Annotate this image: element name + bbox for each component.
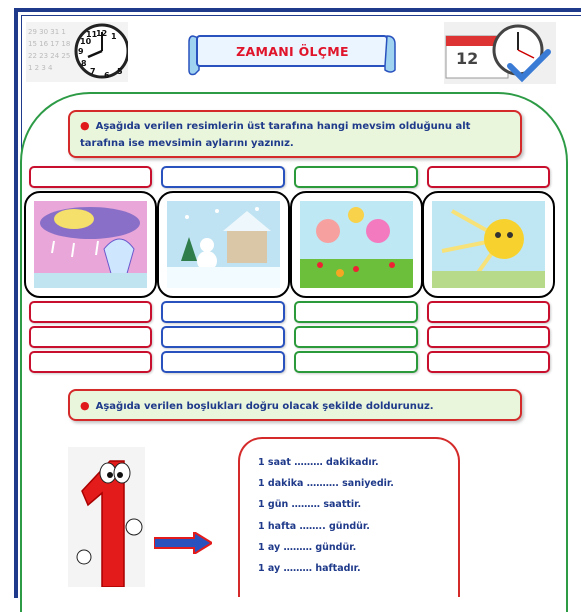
season-name-box[interactable] xyxy=(294,166,418,188)
summer-sun-picture xyxy=(422,191,555,298)
month-box[interactable] xyxy=(294,326,418,348)
month-box[interactable] xyxy=(161,351,285,373)
calendar-clock-right-icon xyxy=(444,22,556,84)
instruction-box-2 xyxy=(68,389,522,421)
month-box[interactable] xyxy=(427,351,550,373)
clock-calendar-left-icon xyxy=(26,22,128,82)
month-box[interactable] xyxy=(29,351,152,373)
clock-number: 10 xyxy=(80,37,92,46)
svg-text:1 2 3 4: 1 2 3 4 xyxy=(28,64,53,72)
svg-text:29 30 31 1: 29 30 31 1 xyxy=(28,28,66,36)
number-one-mascot-icon xyxy=(68,447,145,587)
instruction-text-2: Aşağıda verilen boşlukları doğru olacak şekilde doldurunuz. xyxy=(95,401,434,412)
season-name-box[interactable] xyxy=(29,166,152,188)
svg-text:15 16 17 18: 15 16 17 18 xyxy=(28,40,71,48)
winter-snow-picture xyxy=(157,191,290,298)
clock-number: 9 xyxy=(78,47,84,56)
month-box[interactable] xyxy=(161,301,285,323)
instruction-box-1 xyxy=(68,110,522,158)
clock-number: 11 xyxy=(86,30,98,39)
clock-number: 12 xyxy=(96,29,108,38)
page-title: ZAMANI ÖLÇME xyxy=(236,43,349,59)
bullet-icon: ● xyxy=(80,119,90,132)
season-name-box[interactable] xyxy=(161,166,285,188)
instruction-text-1: Aşağıda verilen resimlerin üst tarafına hangi mevsim olduğunu alt tarafına ise mevsimin aylarını yazınız. xyxy=(80,121,471,149)
right-arrow-icon xyxy=(154,532,212,554)
month-box[interactable] xyxy=(427,326,550,348)
time-facts-panel xyxy=(238,437,460,597)
month-box[interactable] xyxy=(29,301,152,323)
fact-week: 1 hafta …….. gündür. xyxy=(258,520,370,532)
month-box[interactable] xyxy=(161,326,285,348)
clock-number: 7 xyxy=(90,67,96,76)
fact-minute: 1 dakika ………. saniyedir. xyxy=(258,478,394,490)
bullet-icon: ● xyxy=(80,399,90,412)
clock-number: 5 xyxy=(117,67,123,76)
month-box[interactable] xyxy=(29,326,152,348)
month-box[interactable] xyxy=(427,301,550,323)
autumn-rain-picture xyxy=(24,191,157,298)
season-name-box[interactable] xyxy=(427,166,550,188)
clock-number: 1 xyxy=(111,32,117,41)
clock-number: 6 xyxy=(104,71,110,80)
spring-flowers-picture xyxy=(290,191,423,298)
month-box[interactable] xyxy=(294,351,418,373)
clock-number: 8 xyxy=(81,59,87,68)
fact-month-weeks: 1 ay ……… haftadır. xyxy=(258,562,361,574)
fact-month-days: 1 ay ……… gündür. xyxy=(258,541,357,553)
month-box[interactable] xyxy=(294,301,418,323)
fact-day: 1 gün ……… saattir. xyxy=(258,499,362,511)
svg-text:22 23 24 25: 22 23 24 25 xyxy=(28,52,71,60)
fact-hour: 1 saat ……… dakikadır. xyxy=(258,457,379,468)
calendar-badge-number: 12 xyxy=(456,49,479,68)
